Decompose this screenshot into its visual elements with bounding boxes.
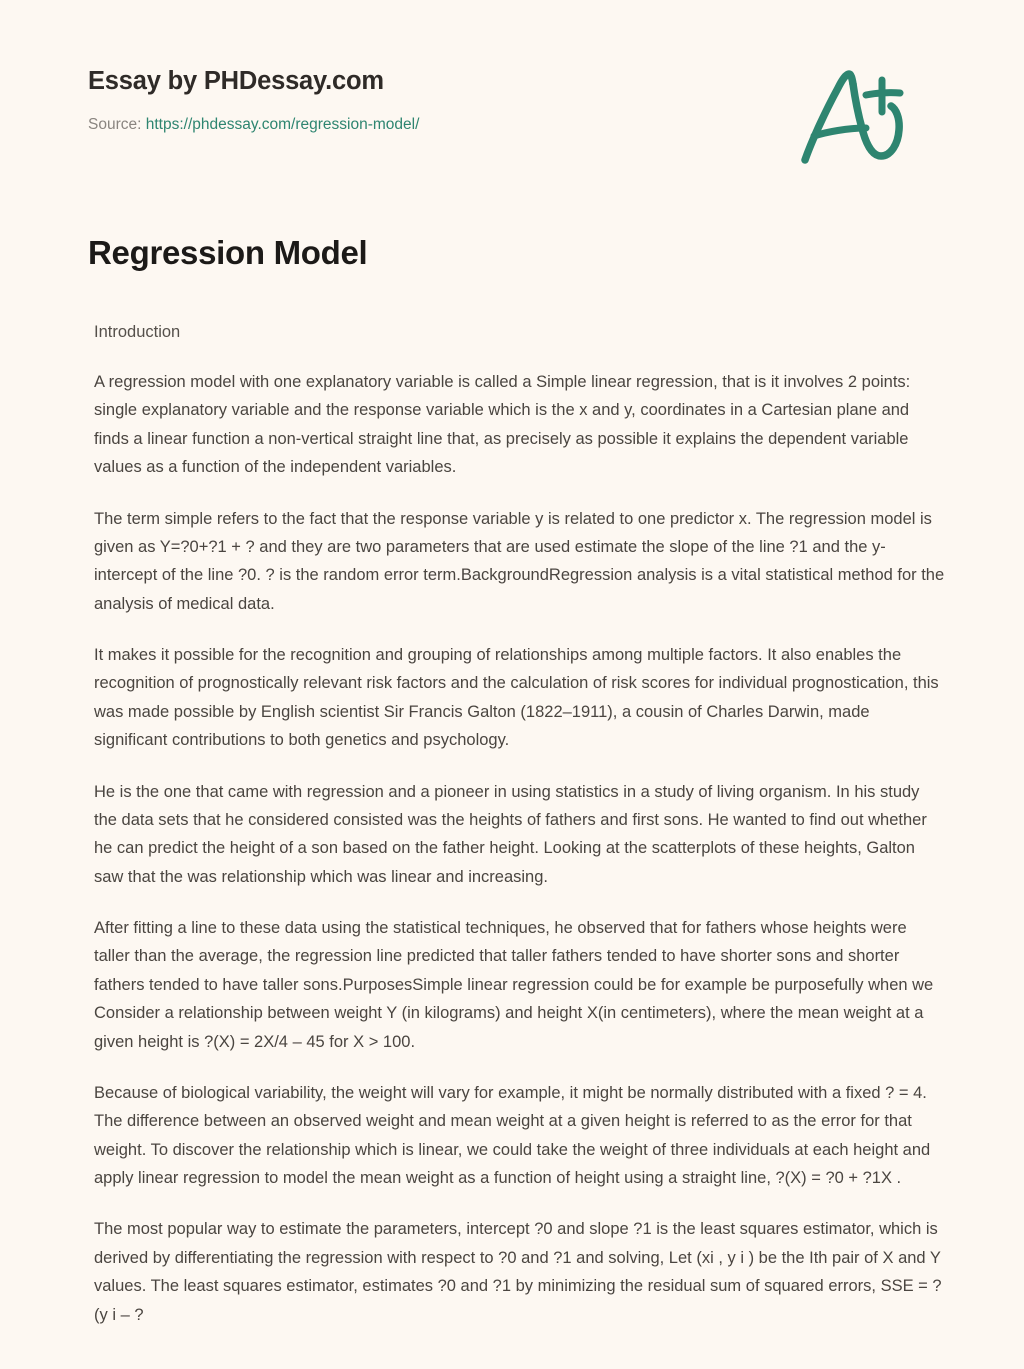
- brand-title: Essay by PHDessay.com: [88, 67, 384, 95]
- body-paragraph: After fitting a line to these data using the statistical techniques, he observed that for fathers whose heights were taller than the average, the regression line predicted that taller fathers tended to have shorter sons and shorter fathers tended to have taller sons.PurposesSimple linear regression could be for example be purposefully when we Consider a relationship between weight Y (in kilograms) and height X(in centimeters), where the mean weight at a given height is ?(X) = 2X/4 – 45 for X > 100.: [94, 919, 934, 1051]
- page-title: Regression Model: [88, 234, 368, 271]
- body-paragraph: The term simple refers to the fact that the response variable y is related to one predictor x. The regression model is given as Y=?0+?1 + ? and they are two parameters that are used estimate the slope of the line ?1 and the y-intercept of the line ?0. ? is the random error term.BackgroundRegression analysis is a vital statistical method for the analysis of medical data.: [94, 509, 945, 613]
- body-paragraph: He is the one that came with regression and a pioneer in using statistics in a study of living organism. In his study the data sets that he considered consisted was the heights of fathers and first sons. He wanted to find out whether he can predict the height of a son based on the father height. Looking at the scatterplots of these heights, Galton saw that the was relationship which was linear and increasing.: [94, 782, 927, 886]
- section-heading-introduction: Introduction: [94, 323, 181, 342]
- essay-article: [0, 232, 1024, 1369]
- source-url-link[interactable]: https://phdessay.com/regression-model/: [145, 115, 420, 133]
- body-paragraph: It makes it possible for the recognition and grouping of relationships among multiple factors. It also enables the recognition of prognostically relevant risk factors and the calculation of risk scores for individual prognostication, this was made possible by English scientist Sir Francis Galton (1822–1911), a cousin of Charles Darwin, made significant contributions to both genetics and psychology.: [94, 646, 939, 750]
- source-label: Source:: [88, 115, 142, 133]
- source-line: [88, 115, 419, 135]
- a-plus-logo-icon: [792, 62, 914, 170]
- body-paragraph: A regression model with one explanatory variable is called a Simple linear regression, that is it involves 2 points: single explanatory variable and the response variable which is the x and y, coordinates in a Cartesian plane and finds a linear function a non-vertical straight line that, as precisely as possible it explains the dependent variable values as a function of the independent variables.: [94, 373, 911, 477]
- body-paragraph: Because of biological variability, the weight will vary for example, it might be normally distributed with a fixed ? = 4. The difference between an observed weight and mean weight at a given height is referred to as the error for that weight. To discover the relationship which is linear, we could take the weight of three individuals at each height and apply linear regression to model the mean weight as a function of height using a straight line, ?(X) = ?0 + ?1X .: [94, 1083, 931, 1187]
- header-left-group: [88, 66, 419, 135]
- site-header: [0, 0, 1024, 170]
- body-paragraph: The most popular way to estimate the parameters, intercept ?0 and slope ?1 is the least squares estimator, which is derived by differentiating the regression with respect to ?0 and ?1 and solving, Let (xi , y i ) be the Ith pair of X and Y values. The least squares estimator, estimates ?0 and ?1 by minimizing the residual sum of squared errors, SSE = ?(y i – ?: [94, 1220, 942, 1324]
